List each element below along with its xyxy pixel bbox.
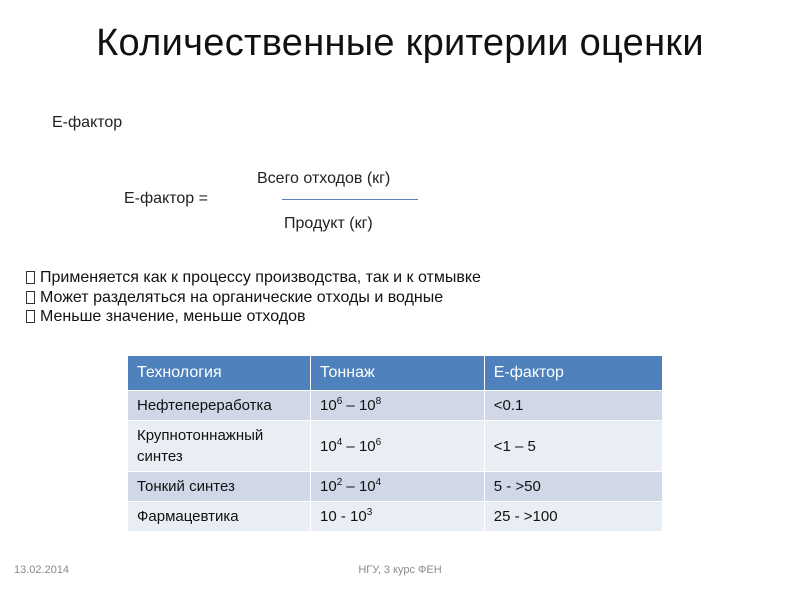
- cell-efactor: 5 - >50: [484, 472, 662, 502]
- cell-tonnage: $10^6 - 10^8$: [311, 391, 485, 421]
- bullet-list: [26, 268, 586, 354]
- slide-title: Количественные критерии оценки: [96, 22, 704, 64]
- fraction-line: [282, 199, 418, 200]
- bullet-item: [26, 307, 586, 327]
- table-row: [128, 421, 663, 472]
- header-tonnage: Тоннаж: [311, 356, 485, 391]
- bullet-box-icon: [26, 271, 35, 284]
- bullet-text: Применяется как к процессу производства, так и к отмывке: [40, 269, 481, 286]
- footer-date: 13.02.2014: [14, 564, 70, 576]
- cell-technology: Нефтепереработка: [128, 391, 311, 421]
- efactor-table: [127, 355, 663, 532]
- bullet-box-icon: [26, 291, 35, 304]
- efactor-label: Е-фактор: [52, 114, 123, 131]
- formula-lhs: Е-фактор =: [124, 190, 208, 207]
- cell-tonnage: $10^2 - 10^4$: [311, 472, 485, 502]
- cell-efactor: <0.1: [484, 391, 662, 421]
- table-row: [128, 391, 663, 421]
- cell-tonnage: $10 - 10^3$: [311, 502, 485, 532]
- bullet-text: Меньше значение, меньше отходов: [40, 308, 306, 325]
- cell-technology: Фармацевтика: [128, 502, 311, 532]
- cell-technology: Тонкий синтез: [128, 472, 311, 502]
- formula-numerator: Всего отходов (кг): [257, 170, 391, 187]
- cell-efactor: 25 - >100: [484, 502, 662, 532]
- header-efactor: Е-фактор: [484, 356, 662, 391]
- bullet-box-icon: [26, 310, 35, 323]
- bullet-item: [26, 288, 586, 308]
- cell-technology: Крупнотоннажный синтез: [128, 421, 311, 472]
- cell-efactor: <1 – 5: [484, 421, 662, 472]
- header-technology: Технология: [128, 356, 311, 391]
- bullet-item: [26, 268, 586, 288]
- table-row: [128, 472, 663, 502]
- footer-caption: НГУ, 3 курс ФЕН: [358, 564, 442, 576]
- cell-tonnage: $10^4 - 10^6$: [311, 421, 485, 472]
- bullet-text: Может разделяться на органические отходы и водные: [40, 288, 444, 306]
- table-header-row: [128, 356, 663, 391]
- formula-denominator: Продукт (кг): [284, 215, 373, 232]
- table-row: [128, 502, 663, 532]
